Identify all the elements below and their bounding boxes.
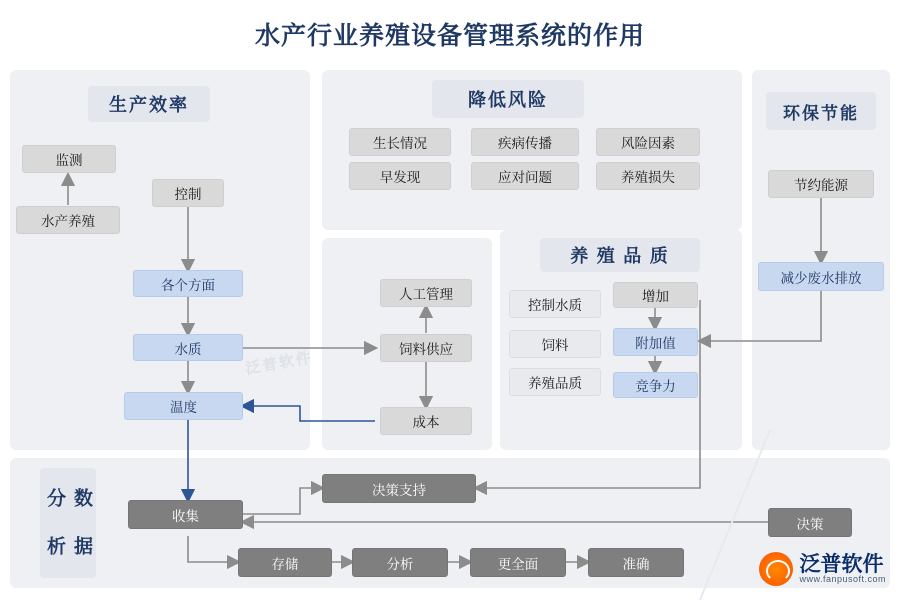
logo-mark-icon [759, 552, 793, 586]
node-manual-management[interactable]: 人工管理 [380, 279, 472, 307]
node-water-quality[interactable]: 水质 [133, 334, 243, 361]
node-collect[interactable]: 收集 [128, 500, 243, 529]
panel-title-env: 环保节能 [766, 92, 876, 130]
page-title: 水产行业养殖设备管理系统的作用 [254, 23, 645, 50]
node-disease[interactable]: 疾病传播 [471, 128, 579, 156]
logo-title: 泛普软件 [799, 552, 884, 577]
node-feed-supply[interactable]: 饲料供应 [380, 334, 472, 362]
node-respond[interactable]: 应对问题 [471, 162, 579, 190]
node-aspects[interactable]: 各个方面 [133, 270, 243, 297]
logo-url: www.fanpusoft.com [799, 574, 886, 585]
node-decision-support[interactable]: 决策支持 [322, 474, 476, 503]
node-storage[interactable]: 存储 [238, 548, 332, 577]
node-breed-quality[interactable]: 养殖品质 [509, 368, 601, 396]
node-accurate[interactable]: 准确 [588, 548, 684, 577]
node-temperature[interactable]: 温度 [124, 392, 243, 420]
node-decision[interactable]: 决策 [768, 508, 852, 537]
panel-title-analysis: 数 据 分 析 [40, 468, 96, 578]
node-monitor[interactable]: 监测 [22, 145, 116, 173]
watermark: 泛普软件 [244, 350, 315, 378]
node-risk-factors[interactable]: 风险因素 [596, 128, 700, 156]
panel-title-quality: 养 殖 品 质 [540, 238, 700, 272]
node-save-energy[interactable]: 节约能源 [768, 170, 874, 198]
node-added-value[interactable]: 附加值 [613, 328, 698, 356]
node-comprehensive[interactable]: 更全面 [470, 548, 566, 577]
panel-title-production: 生产效率 [88, 86, 210, 122]
node-aquaculture[interactable]: 水产养殖 [16, 206, 120, 234]
node-control-water[interactable]: 控制水质 [509, 290, 601, 318]
node-increase[interactable]: 增加 [613, 282, 698, 308]
node-cost[interactable]: 成本 [380, 407, 472, 435]
node-reduce-waste[interactable]: 减少废水排放 [758, 262, 884, 291]
brand-logo [759, 552, 886, 586]
node-early-detect[interactable]: 早发现 [349, 162, 451, 190]
node-competitiveness[interactable]: 竞争力 [613, 372, 698, 398]
panel-title-risk: 降低风险 [432, 80, 584, 118]
node-breeding-loss[interactable]: 养殖损失 [596, 162, 700, 190]
node-feed[interactable]: 饲料 [509, 330, 601, 358]
node-control[interactable]: 控制 [152, 179, 224, 207]
node-analyze[interactable]: 分析 [352, 548, 448, 577]
node-growth[interactable]: 生长情况 [349, 128, 451, 156]
